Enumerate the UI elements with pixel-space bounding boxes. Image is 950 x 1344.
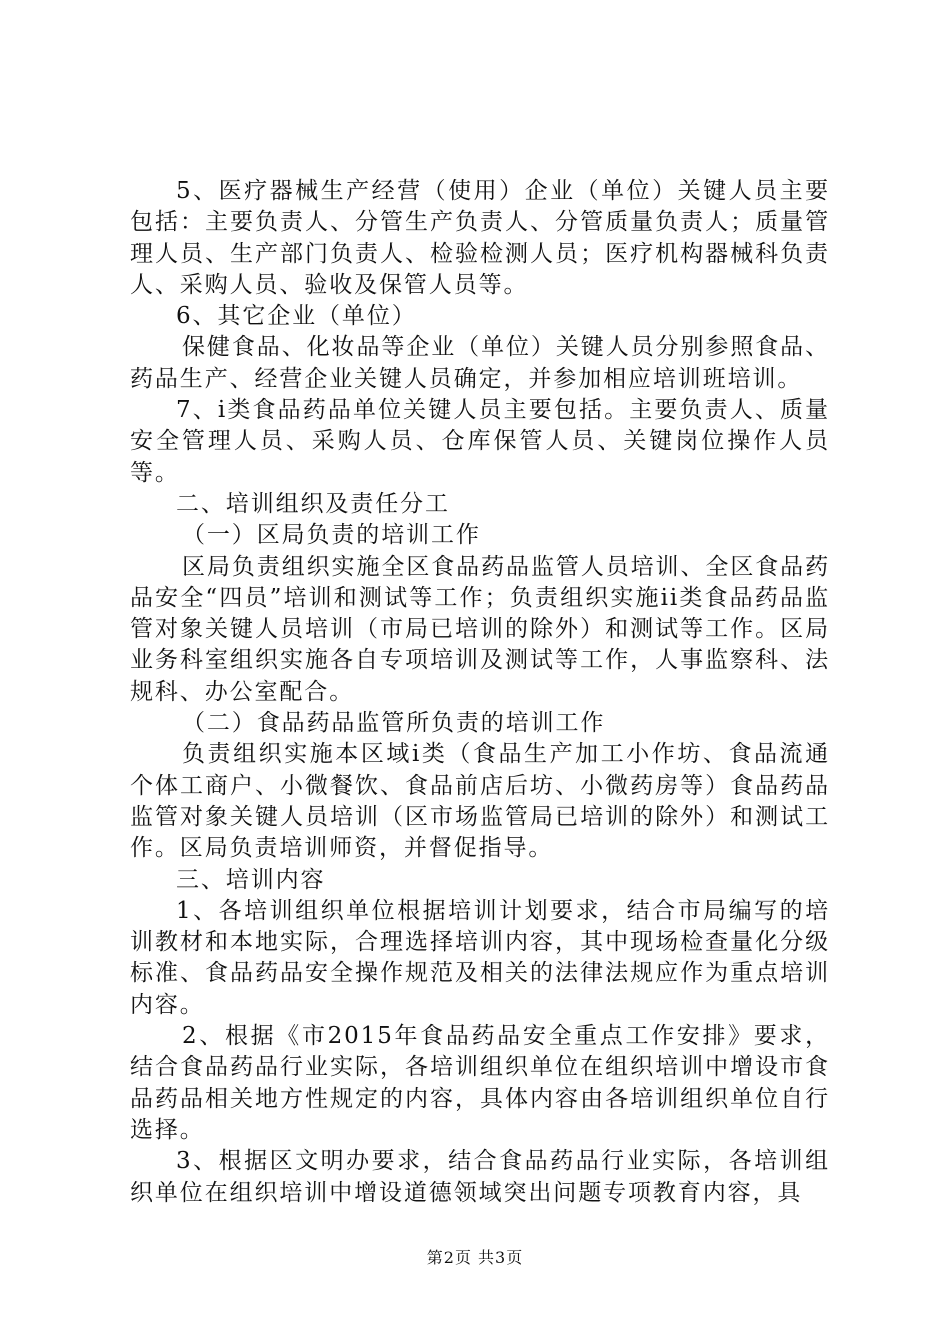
paragraph-other-units: 保健食品、化妆品等企业（单位）关键人员分别参照食品、药品生产、经营企业关键人员确定，并参加相应培训班培训。 [130, 334, 830, 392]
paragraph-district-bureau: 区局负责组织实施全区食品药品监管人员培训、全区食品药品安全“四员”培训和测试等工作；负责组织实施ii类食品药品监管对象关键人员培训（市局已培训的除外）和测试等工作。区局业务科室组织实施各自专项培训及测试等工作，人事监察科、法规科、办公室配合。 [130, 553, 830, 705]
section-heading-3: 三、培训内容 [176, 866, 326, 893]
paragraph-supervision-office: 负责组织实施本区域i类（食品生产加工小作坊、食品流通个体工商户、小微餐饮、食品前店后坊、小微药房等）食品药品监管对象关键人员培训（区市场监管局已培训的除外）和测试工作。区局负责培训师资，并督促指导。 [130, 741, 830, 862]
paragraph-content-1: 1、各培训组织单位根据培训计划要求，结合市局编写的培训教材和本地实际，合理选择培训内容，其中现场检查量化分级标准、食品药品安全操作规范及相关的法律法规应作为重点培训内容。 [130, 897, 830, 1018]
page-number-footer: 第2页 共3页 [426, 1248, 524, 1267]
paragraph-content-2: 2、根据《市2015年食品药品安全重点工作安排》要求，结合食品药品行业实际，各培训组织单位在组织培训中增设市食品药品相关地方性规定的内容，具体内容由各培训组织单位自行选择。 [130, 1023, 830, 1143]
subsection-heading-1: （一）区局负责的培训工作 [182, 522, 481, 549]
paragraph-item-7: 7、i类食品药品单位关键人员主要包括。主要负责人、质量安全管理人员、采购人员、仓库保管人员、关键岗位操作人员等。 [130, 397, 830, 486]
section-heading-2: 二、培训组织及责任分工 [176, 490, 450, 517]
paragraph-content-3: 3、根据区文明办要求，结合食品药品行业实际，各培训组织单位在组织培训中增设道德领域突出问题专项教育内容，具 [130, 1148, 830, 1206]
paragraph-item-6: 6、其它企业（单位） [176, 303, 417, 330]
document-body [130, 176, 830, 1209]
subsection-heading-2: （二）食品药品监管所负责的培训工作 [182, 710, 606, 737]
paragraph-item-5: 5、医疗器械生产经营（使用）企业（单位）关键人员主要包括：主要负责人、分管生产负责人、分管质量负责人；质量管理人员、生产部门负责人、检验检测人员；医疗机构器械科负责人、采购人员、验收及保管人员等。 [130, 178, 830, 298]
